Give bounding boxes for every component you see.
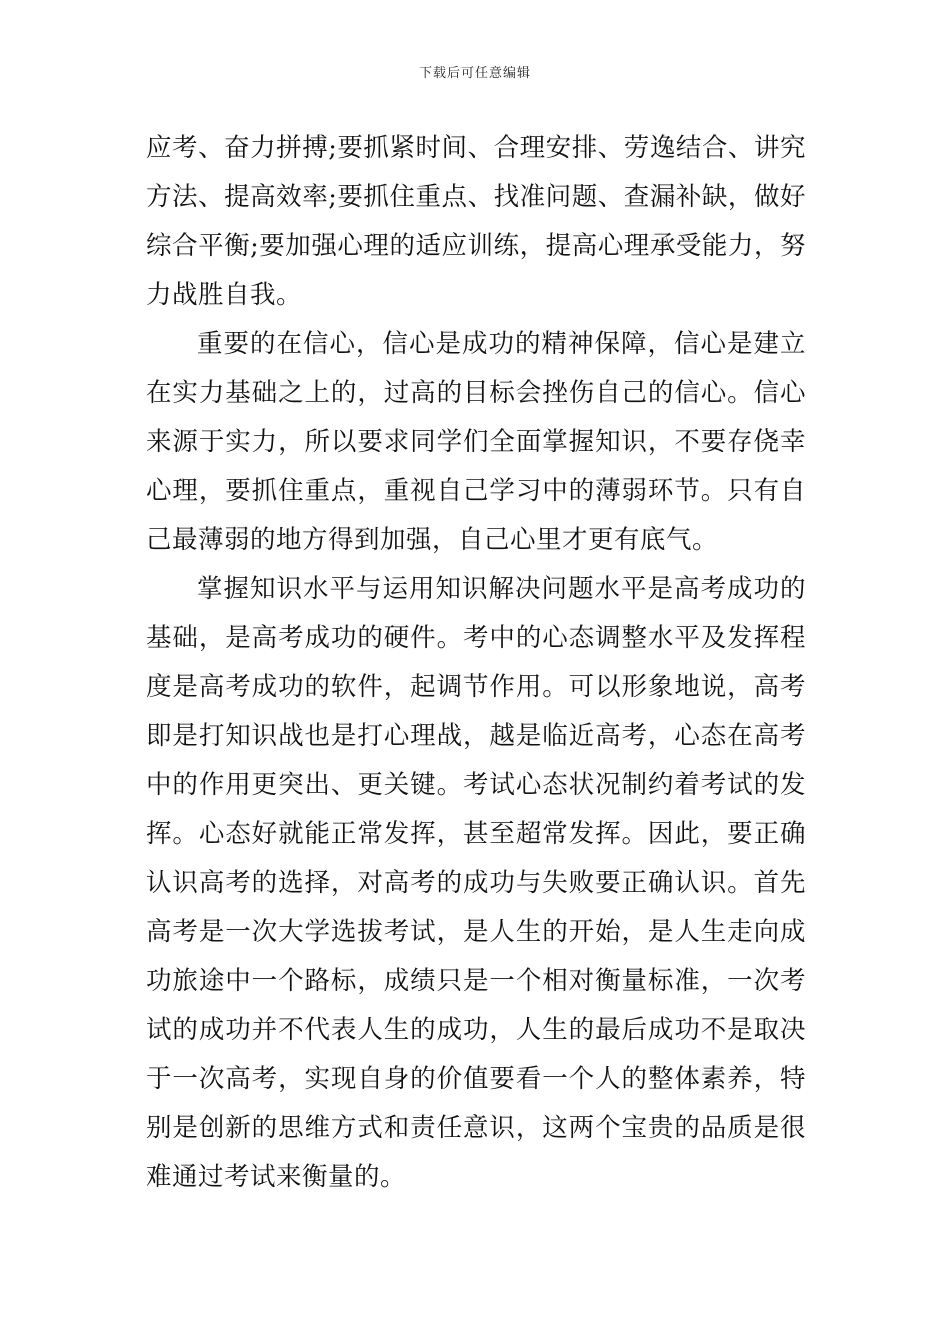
paragraph-1: 应考、奋力拼搏;要抓紧时间、合理安排、劳逸结合、讲究方法、提高效率;要抓住重点、找准问题、查漏补缺，做好综合平衡;要加强心理的适应训练，提高心理承受能力，努力战胜自我。 [146, 133, 806, 310]
paragraph-2: 重要的在信心，信心是成功的精神保障，信心是建立在实力基础之上的，过高的目标会挫伤自己的信心。信心来源于实力，所以要求同学们全面掌握知识，不要存侥幸心理，要抓住重点，重视自己学习中的薄弱环节。只有自己最薄弱的地方得到加强，自己心里才更有底气。 [146, 329, 806, 555]
paragraph-3: 掌握知识水平与运用知识解决问题水平是高考成功的基础，是高考成功的硬件。考中的心态调整水平及发挥程度是高考成功的软件，起调节作用。可以形象地说，高考即是打知识战也是打心理战，越是临近高考，心态在高考中的作用更突出、更关键。考试心态状况制约着考试的发挥。心态好就能正常发挥，甚至超常发挥。因此，要正确认识高考的选择，对高考的成功与失败要正确认识。首先高考是一次大学选拔考试，是人生的开始，是人生走向成功旅途中一个路标，成绩只是一个相对衡量标准，一次考试的成功并不代表人生的成功，人生的最后成功不是取决于一次高考，实现自身的价值要看一个人的整体素养，特别是创新的思维方式和责任意识，这两个宝贵的品质是很难通过考试来衡量的。 [146, 574, 806, 1192]
page-header: 下载后可任意编辑 [418, 66, 531, 81]
document-body [146, 124, 806, 1202]
